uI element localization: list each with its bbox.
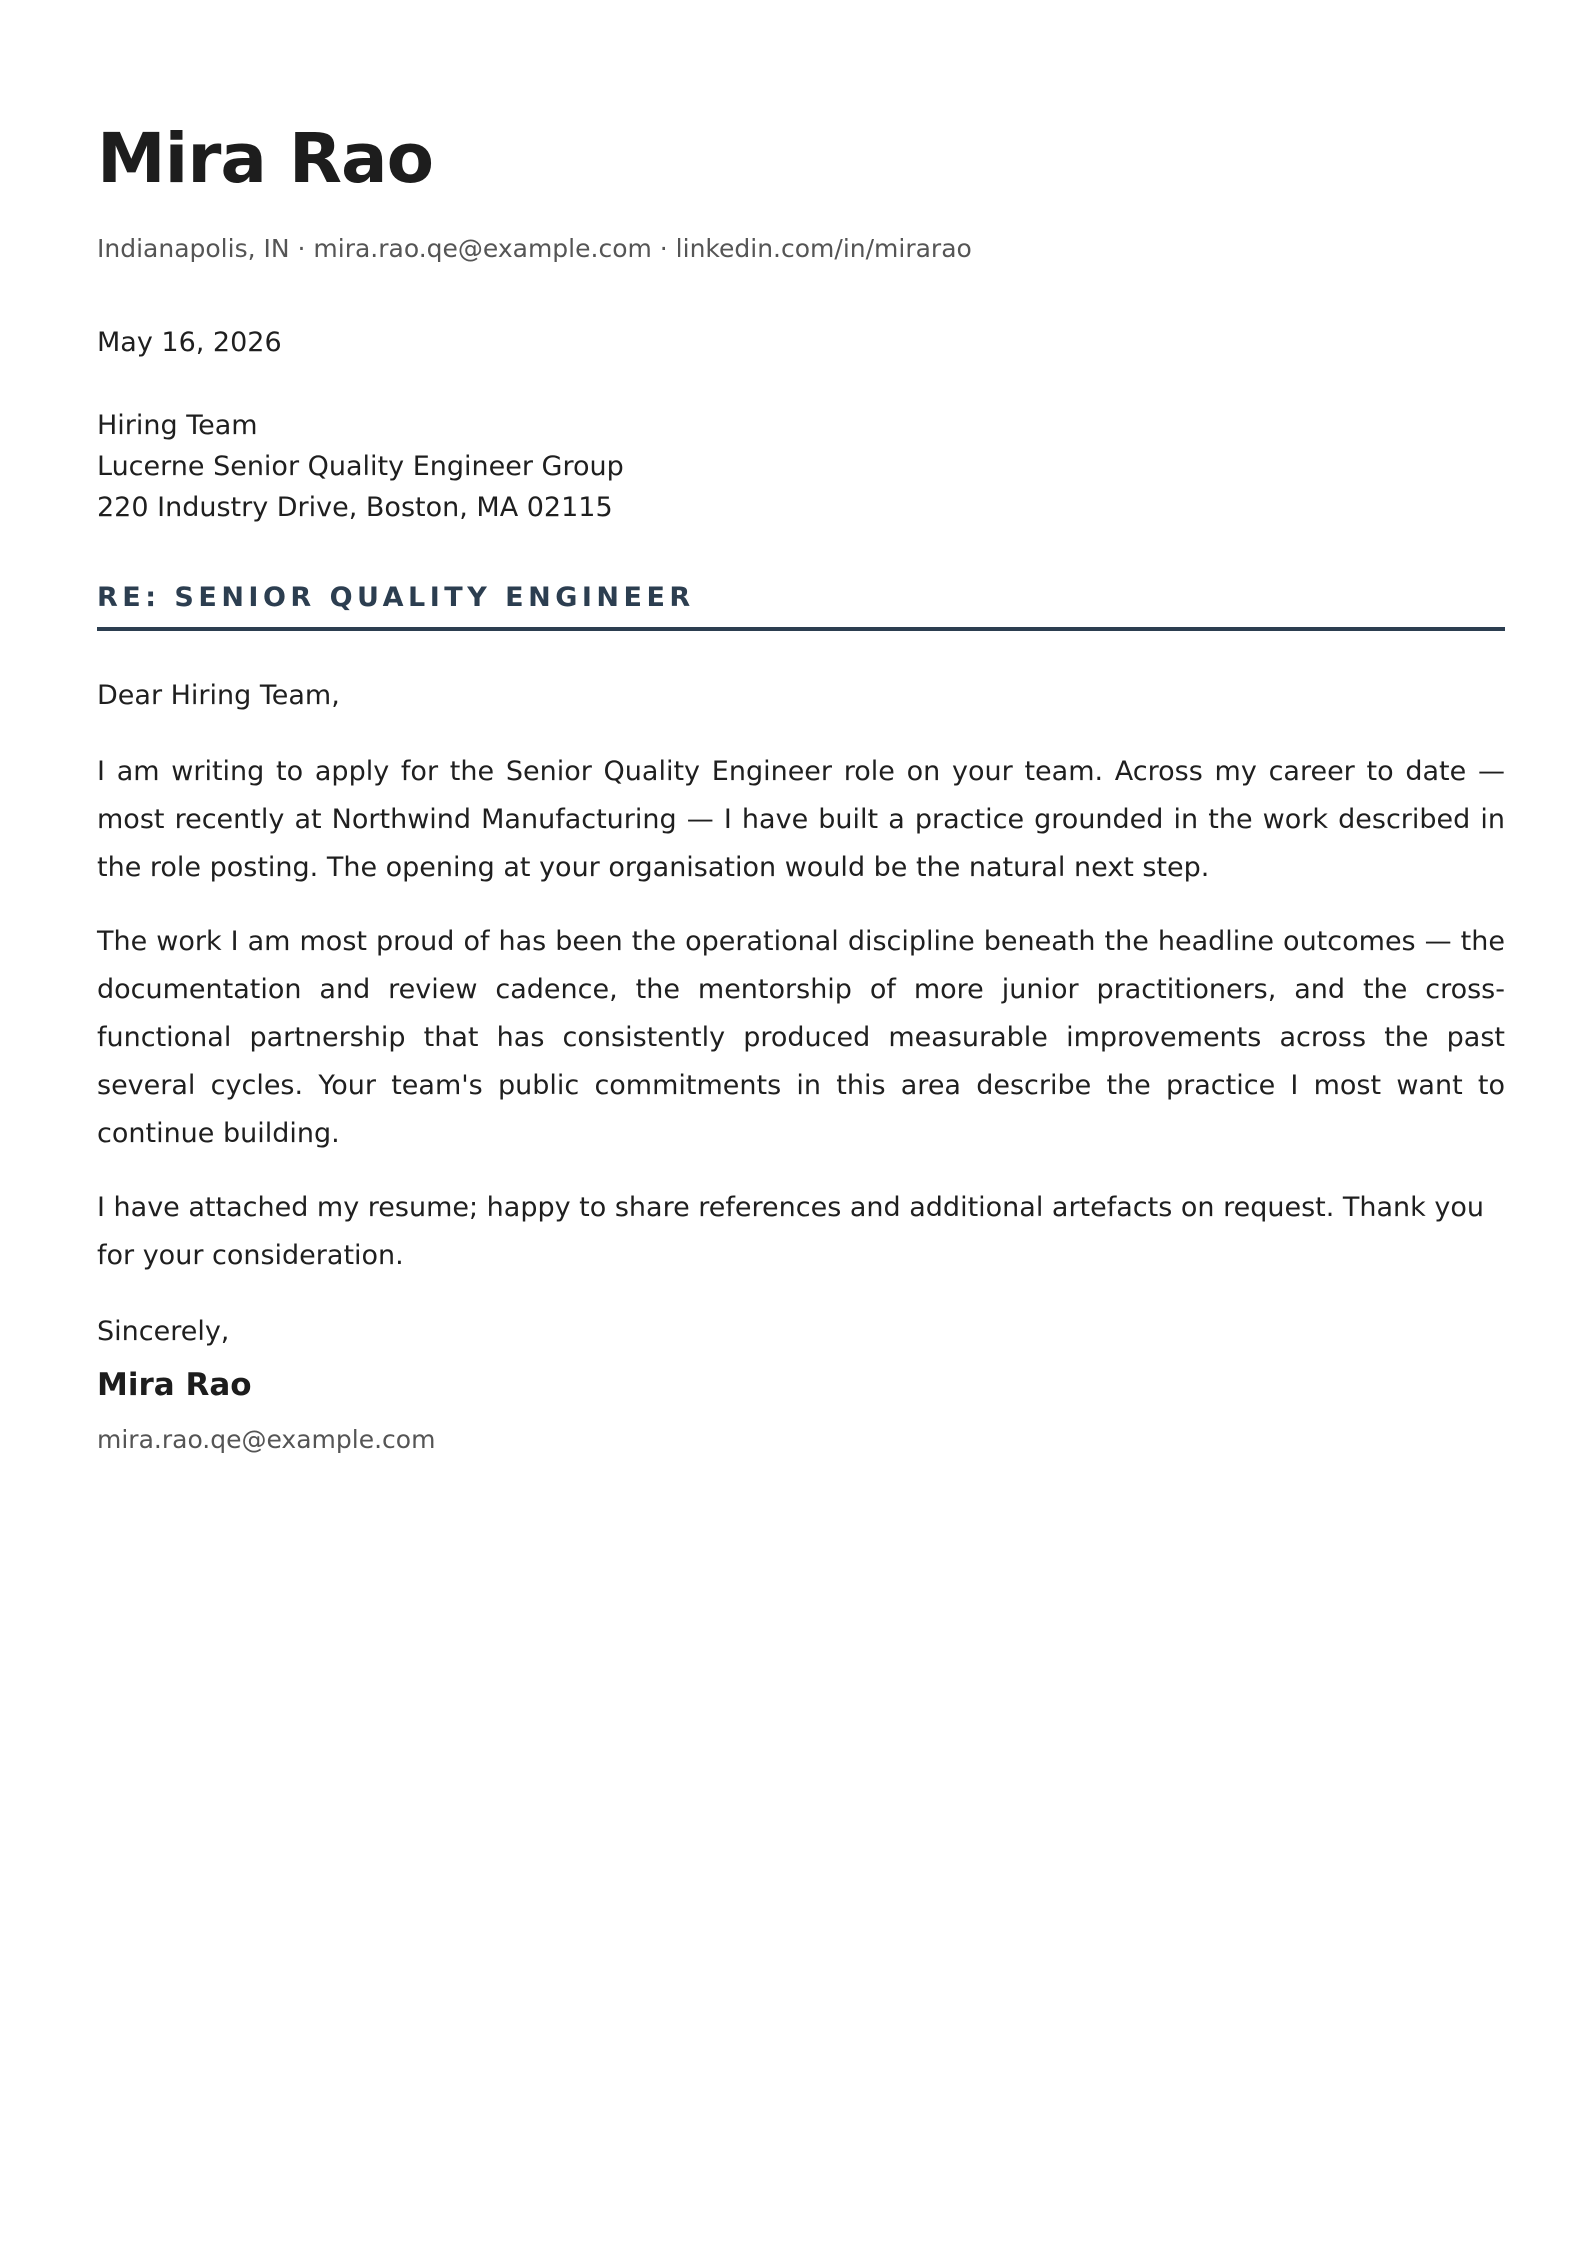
recipient-block (97, 405, 624, 528)
recipient-line-company: Lucerne Senior Quality Engineer Group (97, 451, 624, 482)
recipient-line-team: Hiring Team (97, 410, 258, 441)
recipient-line-address: 220 Industry Drive, Boston, MA 02115 (97, 492, 613, 523)
closing: Sincerely, (97, 1316, 230, 1347)
subject-divider (97, 627, 1505, 631)
salutation: Dear Hiring Team, (97, 680, 340, 711)
body-paragraph: The work I am most proud of has been the operational discipline beneath the headline outcomes — the documentation and review cadence, the mentorship of more junior practitioners, and the cross-functional partnership that has consistently produced measurable improvements across the past several cycles. Your team's public commitments in this area describe the practice I most want to continue building. (97, 926, 1505, 1149)
body-paragraph: I have attached my resume; happy to share references and additional artefacts on request. Thank you for your consideration. (97, 1192, 1484, 1271)
body-paragraph: I am writing to apply for the Senior Quality Engineer role on your team. Across my career to date — most recently at Northwind Manufacturing — I have built a practice grounded in the work described in the role posting. The opening at your organisation would be the natural next step. (97, 756, 1505, 883)
contact-line: Indianapolis, IN · mira.rao.qe@example.com · linkedin.com/in/mirarao (97, 234, 972, 263)
signature-email: mira.rao.qe@example.com (97, 1425, 436, 1454)
letter-date: May 16, 2026 (97, 327, 282, 358)
applicant-name: Mira Rao (97, 119, 434, 199)
signature-name: Mira Rao (97, 1367, 252, 1403)
subject-heading: RE: SENIOR QUALITY ENGINEER (97, 582, 695, 613)
letter-body (97, 672, 1505, 1356)
